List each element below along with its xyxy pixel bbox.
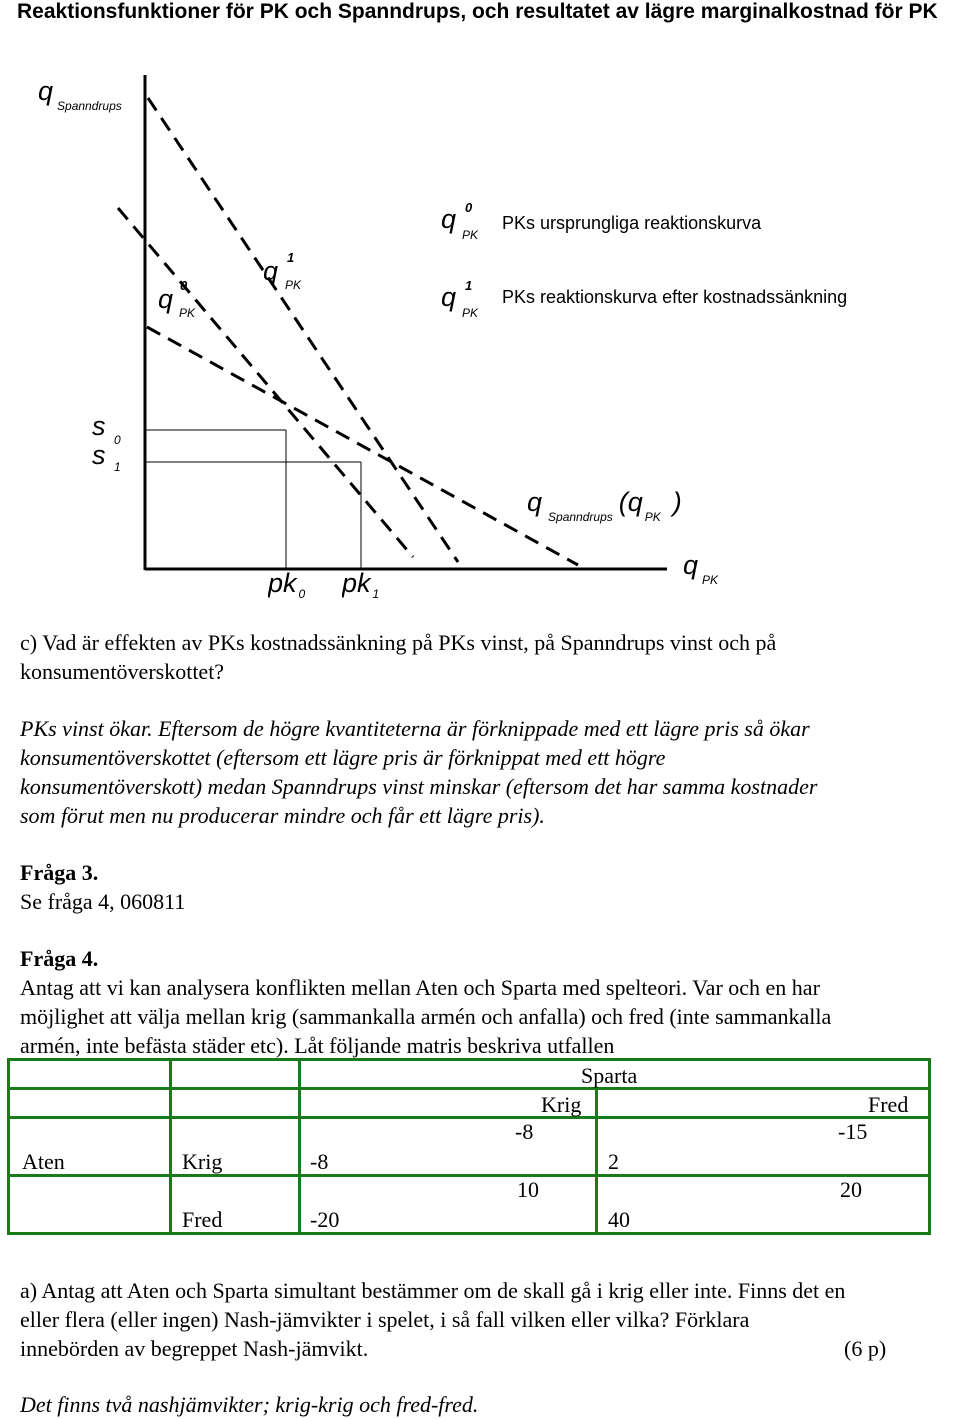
- legend-q1-text: PKs reaktionskurva efter kostnadssänkning: [502, 287, 848, 307]
- y-axis-label: q $_{Spanndrups}$: [38, 76, 122, 113]
- question-3-heading: Fråga 3.: [20, 860, 99, 885]
- legend-q1-symbol: q 1 PK: [441, 278, 479, 320]
- row-player-label: Aten: [22, 1149, 65, 1174]
- question-3-text: Se fråga 4, 060811: [20, 889, 186, 914]
- answer-c: PKs vinst ökar. Eftersom de högre kvantiteterna är förknippade med ett lägre pris så ökar konsumentöverskottet (eftersom ett lägre pris är förknippat med ett högre konsumentöverskott) medan Spanndrups vinst minskar (eftersom det har samma kostnader som förut men nu producerar mindre och får ett lägre pris).: [20, 716, 818, 828]
- matrix-corner: [9, 1060, 171, 1089]
- payoff-fred-krig: [300, 1176, 597, 1234]
- answer-a: Det finns två nashjämvikter; krig-krig och fred-fred.: [20, 1392, 479, 1417]
- payoff-krig-krig: [300, 1118, 597, 1176]
- payoff-fred-krig-sparta: 10: [517, 1177, 539, 1202]
- spanndrups-curve-label: q $_{Spanndrups}$ (q $_{PK}$ ): [527, 487, 682, 524]
- payoff-matrix: [7, 1058, 931, 1235]
- legend-q0-text: PKs ursprungliga reaktionskurva: [502, 213, 762, 233]
- payoff-krig-krig-aten: -8: [310, 1149, 329, 1174]
- col-strategy-fred-cell: [597, 1089, 930, 1118]
- question-3: [20, 858, 955, 916]
- question-a: a) Antag att Aten och Sparta simultant bestämmer om de skall gå i krig eller inte. Finns det en eller flera (eller ingen) Nash-jämvikter i spelet, i så fall vilken eller vilka? Förklara innebörden av begreppet Nash-jämvikt.: [20, 1278, 846, 1361]
- payoff-krig-fred: [597, 1118, 930, 1176]
- payoff-fred-fred-sparta: 20: [840, 1177, 862, 1202]
- col-strategy-fred: Fred: [868, 1092, 909, 1117]
- question-a-points: (6 p): [844, 1336, 887, 1361]
- matrix-corner-2: [171, 1060, 300, 1089]
- question-4: Fråga 4. Antag att vi kan analysera konflikten mellan Aten och Sparta med spelteori. Var och en har möjlighet att välja mellan krig (sammankalla armén och anfalla) och fred (inte sammankalla armén, inte befästa städer etc). Låt följande matris beskriva utfallen: [20, 944, 955, 1060]
- col-strategy-krig: Krig: [541, 1092, 582, 1117]
- row-strategy-krig: Krig: [182, 1149, 223, 1174]
- col-strategy-krig-cell: [300, 1089, 597, 1118]
- payoff-fred-fred: [597, 1176, 930, 1234]
- question-c: c) Vad är effekten av PKs kostnadssänkning på PKs vinst, på Spanndrups vinst och på konsumentöverskottet?: [20, 630, 777, 684]
- pk1-label: pk $_1$: [342, 568, 380, 599]
- payoff-fred-fred-aten: 40: [608, 1207, 630, 1232]
- x-axis-label: q $_{PK}$: [683, 550, 719, 587]
- row-strategy-fred-cell: [171, 1176, 300, 1234]
- row-strategy-krig-cell: [171, 1118, 300, 1176]
- spanndrups-reaction-curve: [147, 327, 578, 565]
- row-strategy-fred: Fred: [182, 1207, 223, 1232]
- payoff-krig-fred-aten: 2: [608, 1149, 619, 1174]
- question-4-heading: Fråga 4.: [20, 946, 99, 971]
- s0-label: s 0: [92, 411, 121, 447]
- curve-label-q1: q 1 PK: [263, 250, 302, 292]
- payoff-fred-krig-aten: -20: [310, 1207, 340, 1232]
- pk0-label: pk $_0$: [268, 568, 306, 599]
- matrix-col-player-cell: [300, 1060, 930, 1089]
- col-player-label: Sparta: [581, 1063, 638, 1088]
- figure-title: Reaktionsfunktioner för PK och Spanndrups, och resultatet av lägre marginalkostnad för PK: [17, 0, 938, 23]
- legend-q0-symbol: q 0 PK: [441, 200, 479, 242]
- payoff-krig-krig-sparta: -8: [515, 1119, 534, 1144]
- row-player-cell: [9, 1118, 171, 1176]
- payoff-krig-fred-sparta: -15: [838, 1119, 868, 1144]
- s1-label: s 1: [92, 440, 121, 474]
- curve-label-q0: q 0 PK: [158, 278, 196, 320]
